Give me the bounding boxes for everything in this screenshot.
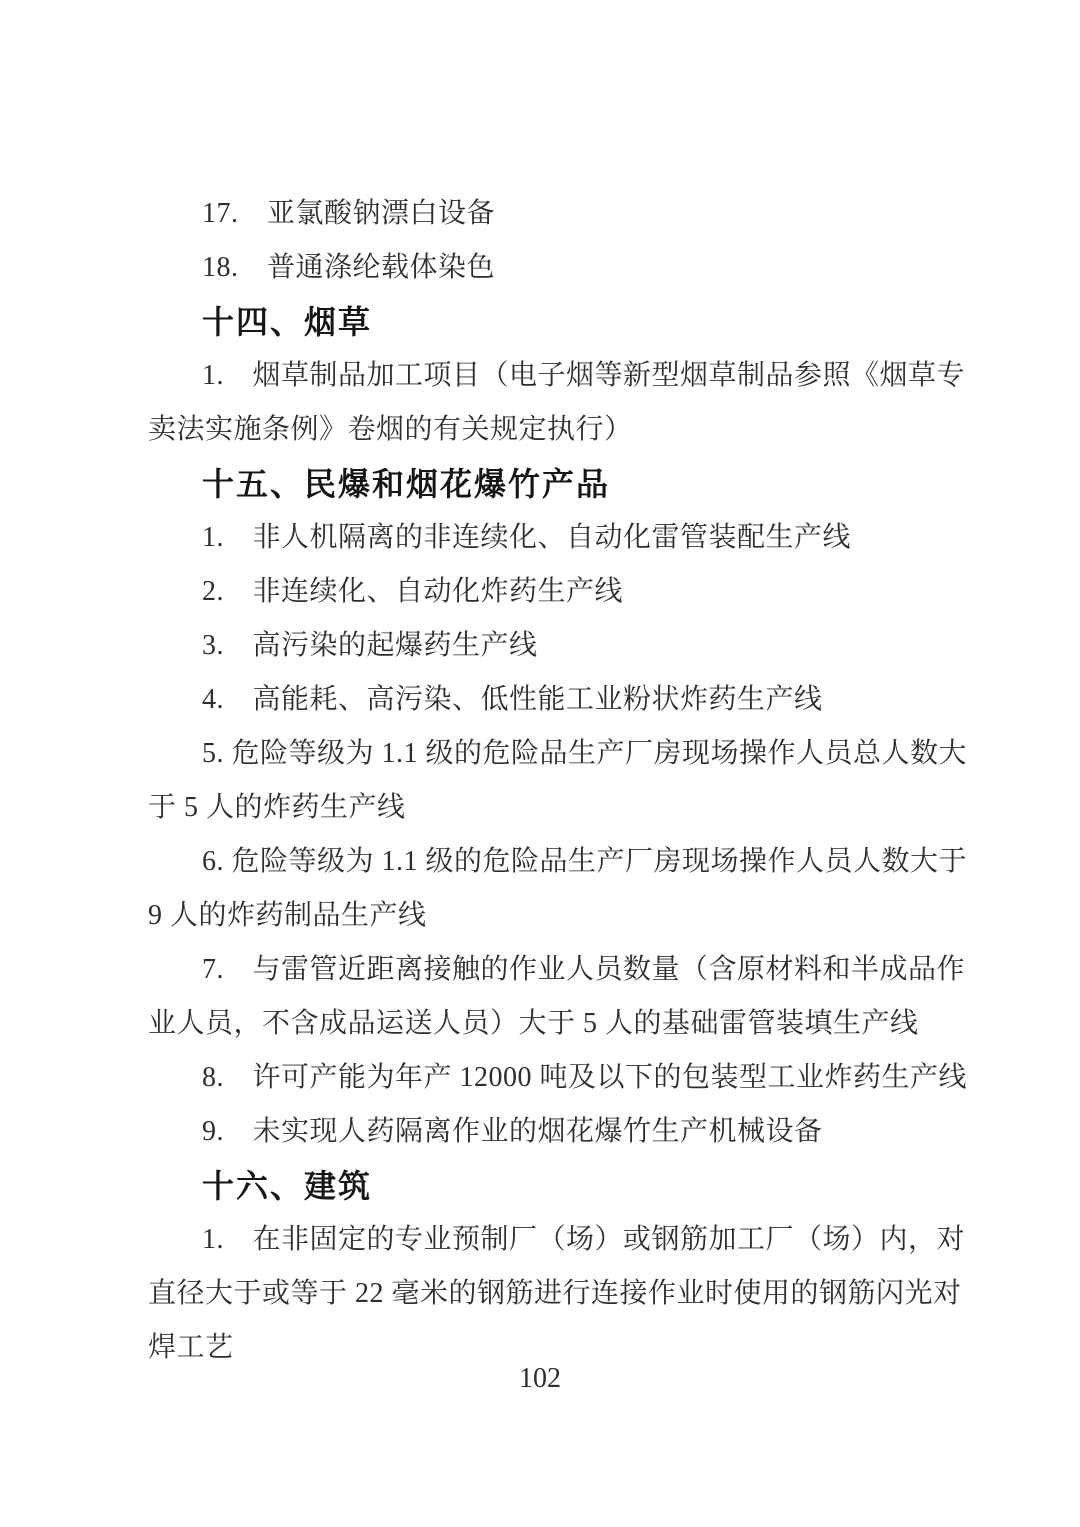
- continuation-line: 9 人的炸药制品生产线: [148, 900, 427, 931]
- section-heading-16: 十六、建筑: [202, 1168, 373, 1204]
- list-item: 3. 高污染的起爆药生产线: [202, 630, 538, 661]
- list-item: 8. 许可产能为年产 12000 吨及以下的包装型工业炸药生产线: [202, 1062, 968, 1093]
- list-item: 2. 非连续化、自动化炸药生产线: [202, 576, 624, 607]
- section-heading-14: 十四、烟草: [202, 304, 373, 340]
- list-item: 1. 非人机隔离的非连续化、自动化雷管装配生产线: [202, 522, 852, 553]
- continuation-line: 业人员，不含成品运送人员）大于 5 人的基础雷管装填生产线: [148, 1008, 919, 1039]
- page-number: 102: [519, 1363, 561, 1394]
- section-heading-15: 十五、民爆和烟花爆竹产品: [202, 466, 611, 502]
- list-item: 1. 烟草制品加工项目（电子烟等新型烟草制品参照《烟草专: [202, 360, 966, 391]
- continuation-line: 卖法实施条例》卷烟的有关规定执行）: [148, 414, 633, 445]
- continuation-line: 于 5 人的炸药生产线: [148, 792, 406, 823]
- list-item: 6. 危险等级为 1.1 级的危险品生产厂房现场操作人员人数大于: [202, 846, 968, 877]
- list-item: 7. 与雷管近距离接触的作业人员数量（含原材料和半成品作: [202, 954, 966, 985]
- document-body: [148, 187, 968, 1375]
- list-item: 9. 未实现人药隔离作业的烟花爆竹生产机械设备: [202, 1116, 823, 1147]
- list-item: 1. 在非固定的专业预制厂（场）或钢筋加工厂（场）内，对: [202, 1224, 966, 1255]
- continuation-line: 焊工艺: [148, 1332, 234, 1363]
- list-item: 17. 亚氯酸钠漂白设备: [202, 198, 496, 229]
- list-item: 18. 普通涤纶载体染色: [202, 252, 496, 283]
- continuation-line: 直径大于或等于 22 毫米的钢筋进行连接作业时使用的钢筋闪光对: [148, 1278, 962, 1309]
- list-item: 5. 危险等级为 1.1 级的危险品生产厂房现场操作人员总人数大: [202, 738, 968, 769]
- list-item: 4. 高能耗、高污染、低性能工业粉状炸药生产线: [202, 684, 823, 715]
